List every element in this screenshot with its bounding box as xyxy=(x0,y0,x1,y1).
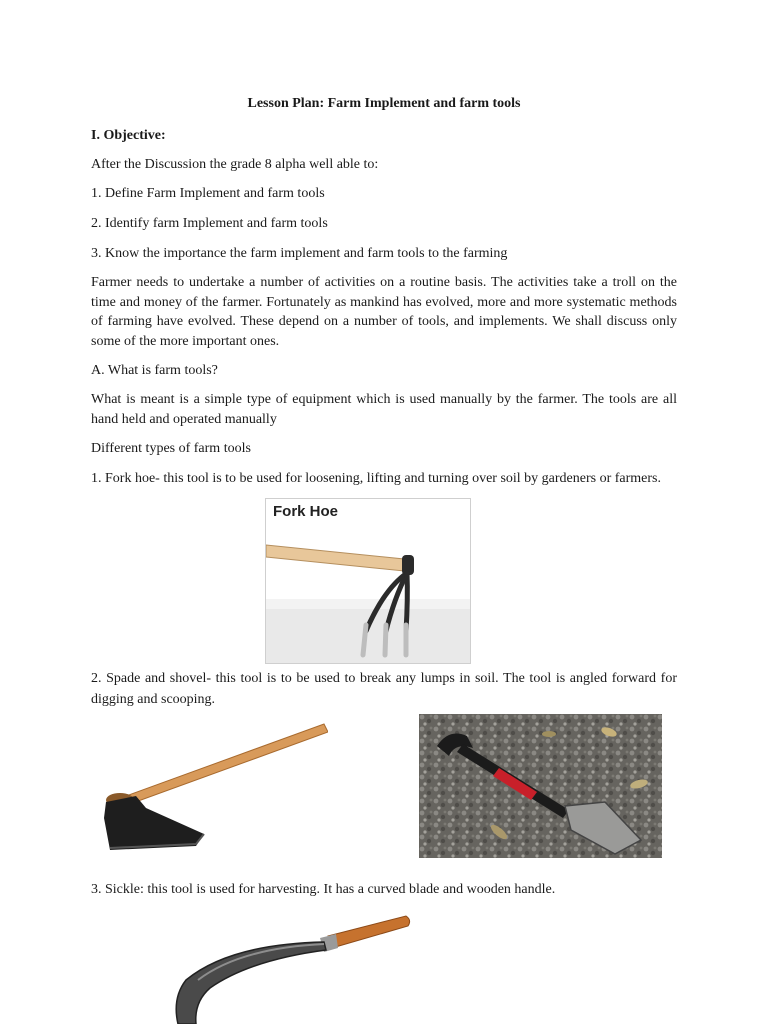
fork-hoe-image-label: Fork Hoe xyxy=(273,503,339,520)
shovel-image xyxy=(419,714,662,858)
document-title: Lesson Plan: Farm Implement and farm tools xyxy=(247,96,521,111)
definition-paragraph: What is meant is a simple type of equipment which is used manually by the farmer. The tools are all hand held and operated manually xyxy=(91,392,677,427)
sickle-image xyxy=(170,908,415,1024)
intro-paragraph: Farmer needs to undertake a number of activities on a routine basis. The activities take a troll on the time and money of the farmer. Fortunately as mankind has evolved, more and more systematic methods of farming have evolved. These depend on a number of tools, and implements. We shall discuss only some of the more important ones. xyxy=(91,275,677,349)
fork-hoe-icon xyxy=(266,499,470,663)
hoe-icon xyxy=(100,718,328,852)
objective-item: 3. Know the importance the farm implement and farm tools to the farming xyxy=(91,246,508,261)
tool-description-spade-shovel: 2. Spade and shovel- this tool is to be used to break any lumps in soil. The tool is angled forward for digging and scooping. xyxy=(91,671,677,707)
objective-item: 2. Identify farm Implement and farm tools xyxy=(91,216,328,231)
hoe-image xyxy=(100,718,328,852)
sickle-icon xyxy=(170,908,415,1024)
tool-description-fork-hoe: 1. Fork hoe- this tool is to be used for loosening, lifting and turning over soil by gardeners or farmers. xyxy=(91,471,662,486)
tool-description-sickle: 3. Sickle: this tool is used for harvesting. It has a curved blade and wooden handle. xyxy=(91,882,556,897)
objective-heading: I. Objective: xyxy=(91,128,166,143)
intro-text: After the Discussion the grade 8 alpha well able to: xyxy=(91,157,379,172)
fork-hoe-image xyxy=(265,498,471,664)
shovel-icon xyxy=(419,714,662,858)
types-heading: Different types of farm tools xyxy=(91,441,251,456)
objective-item: 1. Define Farm Implement and farm tools xyxy=(91,186,325,201)
section-a-heading: A. What is farm tools? xyxy=(91,363,218,378)
